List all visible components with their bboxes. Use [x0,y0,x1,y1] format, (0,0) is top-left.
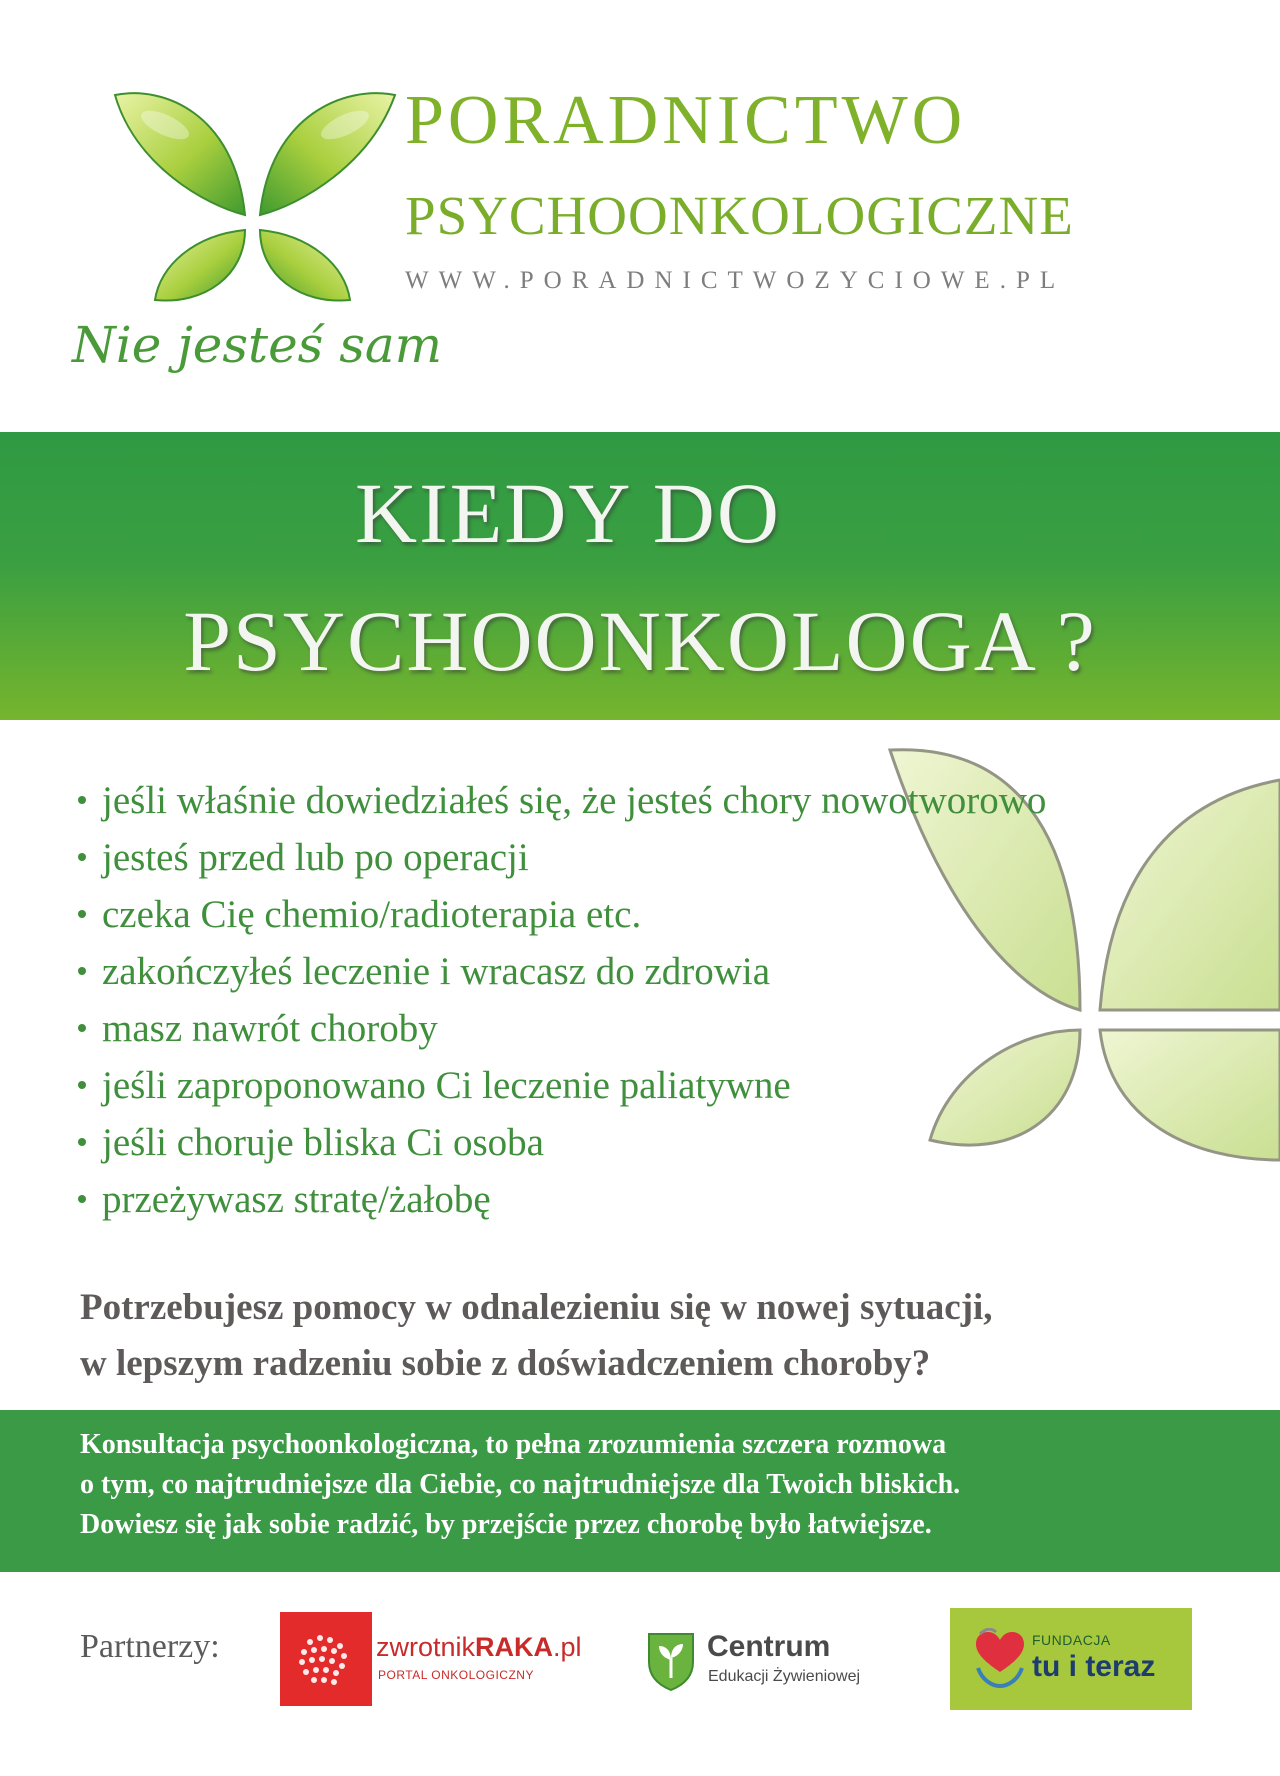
question-text: Potrzebujesz pomocy w odnalezieniu się w nowej sytuacji, w lepszym radzeniu sobie z doświadczeniem choroby? [80,1287,993,1384]
butterfly-logo-icon [95,75,415,315]
partner-top-label: FUNDACJA [1032,1632,1111,1648]
bullet-list [78,772,1046,1228]
list-item: jesteś przed lub po operacji [78,829,1046,886]
bullet-dot-icon [78,967,86,975]
bullet-dot-icon [78,910,86,918]
brand-subtitle: PSYCHOONKOLOGICZNE [405,185,1074,246]
list-item: jeśli choruje bliska Ci osoba [78,1114,1046,1171]
info-text: Konsultacja psychoonkologiczna, to pełna zrozumienia szczera rozmowa o tym, co najtrudniejsze dla Ciebie, co najtrudniejsze dla Twoich bliskich. Dowiesz się jak sobie radzić, by przejście przez chorobę było łatwiejsze. [80,1429,961,1540]
hero-title-line-1: KIEDY DO [354,465,781,561]
bullet-dot-icon [78,796,86,804]
bullet-dot-icon [78,1024,86,1032]
brand-title: PORADNICTWO [405,82,967,159]
hero-title-line-2: PSYCHOONKOLOGA ? [183,593,1097,689]
partners-label: Partnerzy: [80,1628,220,1665]
bullet-dot-icon [78,853,86,861]
bullet-dot-icon [78,1081,86,1089]
heart-hands-icon [972,1628,1028,1690]
partner-subtitle: PORTAL ONKOLOGICZNY [378,1668,534,1682]
tagline: Nie jesteś sam [72,316,443,374]
list-item: czeka Cię chemio/radioterapia etc. [78,886,1046,943]
partner-subtitle: Edukacji Żywieniowej [708,1668,861,1685]
bullet-dot-icon [78,1138,86,1146]
partner-name: Centrum [707,1630,831,1663]
website-url[interactable]: WWW.PORADNICTWOZYCIOWE.PL [405,267,1066,294]
partner-name: tu i teraz [1032,1650,1156,1683]
list-item: masz nawrót choroby [78,1000,1046,1057]
sprout-shield-icon [645,1628,697,1692]
list-item: jeśli właśnie dowiedziałeś się, że jesteś chory nowotworowo [78,772,1046,829]
list-item: jeśli zaproponowano Ci leczenie paliatywne [78,1057,1046,1114]
partner-logo-tu-i-teraz[interactable] [950,1608,1192,1710]
partner-name: zwrotnikRAKA.pl [376,1632,582,1662]
list-item: zakończyłeś leczenie i wracasz do zdrowia [78,943,1046,1000]
dot-grid-icon [280,1612,372,1706]
bullet-dot-icon [78,1195,86,1203]
partner-logo-centrum[interactable] [645,1628,915,1698]
list-item: przeżywasz stratę/żałobę [78,1171,1046,1228]
partner-logo-zwrotnik-raka[interactable] [280,1612,590,1706]
